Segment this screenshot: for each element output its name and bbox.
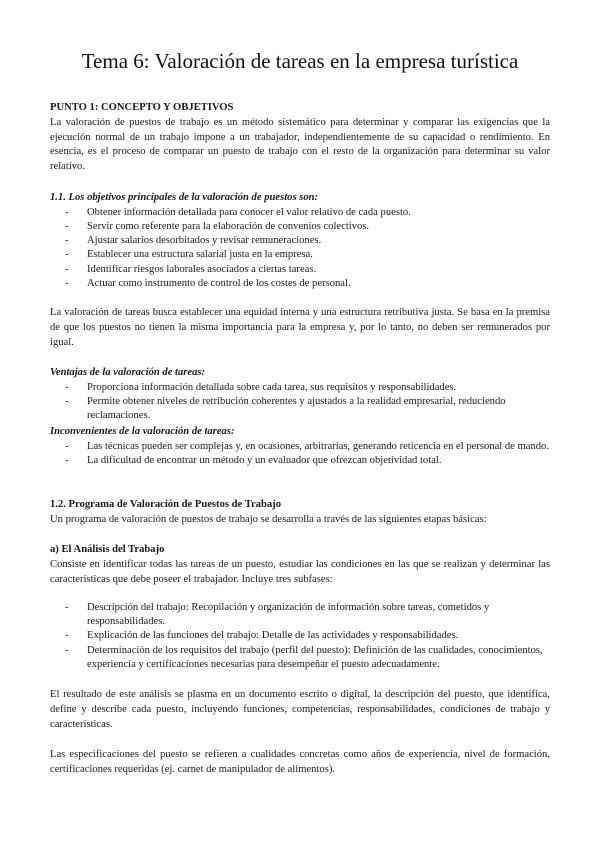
result-paragraph: El resultado de este análisis se plasma en un documento escrito o digital, la descripción del puesto, que identifica, define y describe cada puesto, incluyendo funciones, competencias, responsabilidades, condiciones de trabajo y características. bbox=[50, 689, 550, 730]
list-item: - Actuar como instrumento de control de los costes de personal. bbox=[50, 277, 550, 291]
result-paragraph-block bbox=[50, 688, 550, 732]
disadvantages-list bbox=[50, 440, 550, 468]
disadvantages-heading: Inconvenientes de la valoración de tareas: bbox=[50, 426, 235, 437]
objectives-list bbox=[50, 206, 550, 291]
objectives-section bbox=[50, 191, 550, 291]
section-heading: PUNTO 1: CONCEPTO Y OBJETIVOS bbox=[50, 102, 234, 113]
advantages-heading: Ventajas de la valoración de tareas: bbox=[50, 367, 206, 378]
list-item: - Determinación de los requisitos del trabajo (perfil del puesto): Definición de las cualidades, conocimientos, experiencia y certificaciones necesarias para desempeñar el puesto adecuadamente. bbox=[50, 644, 550, 672]
program-intro: Un programa de valoración de puestos de trabajo se desarrolla a través de las siguientes etapas básicas: bbox=[50, 513, 487, 525]
list-item: - Permite obtener niveles de retribución coherentes y ajustados a la realidad empresarial, reduciendo reclamaciones. bbox=[50, 395, 550, 423]
advantages-list bbox=[50, 381, 550, 424]
program-section bbox=[50, 498, 550, 528]
specs-paragraph-block bbox=[50, 748, 550, 778]
list-item: - Descripción del trabajo: Recopilación y organización de información sobre tareas, cometidos y responsabilidades. bbox=[50, 601, 550, 629]
section-concepto bbox=[50, 101, 550, 175]
document-title: Tema 6: Valoración de tareas en la empresa turística bbox=[81, 49, 519, 73]
analysis-subphases bbox=[50, 601, 550, 672]
list-item: - Identificar riesgos laborales asociados a ciertas tareas. bbox=[50, 263, 550, 277]
list-item: - Proporciona información detallada sobre cada tarea, sus requisitos y responsabilidades. bbox=[50, 381, 550, 395]
list-item: - Ajustar salarios desorbitados y revisar remuneraciones. bbox=[50, 234, 550, 248]
specs-paragraph: Las especificaciones del puesto se refieren a cualidades concretas como años de experiencia, nivel de formación, certificaciones requeridas (ej. carnet de manipulador de alimentos). bbox=[50, 749, 550, 775]
equity-paragraph-block bbox=[50, 306, 550, 350]
analysis-intro: Consiste en identificar todas las tareas de un puesto, estudiar las condiciones en las que se realizan y determinar las características que debe poseer el trabajador. Incluye tres subfases: bbox=[50, 558, 550, 585]
objectives-heading: 1.1. Los objetivos principales de la valoración de puestos son: bbox=[50, 192, 319, 203]
subphases-list bbox=[50, 601, 550, 672]
list-item: - La dificultad de encontrar un método y un evaluador que ofrezcan objetividad total. bbox=[50, 454, 550, 468]
list-item: - Establecer una estructura salarial justa en la empresa. bbox=[50, 248, 550, 262]
list-item: - Explicación de las funciones del trabajo: Detalle de las actividades y responsabilidades. bbox=[50, 629, 550, 643]
equity-paragraph: La valoración de tareas busca establecer una equidad interna y una estructura retributiva justa. Se basa en la premisa de que los puestos no tienen la misma importancia para la empresa y, por lo tanto, no deben ser remunerados por igual. bbox=[50, 307, 550, 348]
list-item: - Servir como referente para la elaboración de convenios colectivos. bbox=[50, 220, 550, 234]
section-intro-paragraph: La valoración de puestos de trabajo es un método sistemático para determinar y comparar las exigencias que la ejecución normal de un trabajo impone a un trabajador, independientemente de su capacidad o rendimiento. En esencia, es el proceso de comparar un puesto de trabajo con el resto de la organización para determinar su valor relativo. bbox=[50, 116, 550, 173]
program-heading: 1.2. Programa de Valoración de Puestos de Trabajo bbox=[50, 499, 281, 510]
advantages-section bbox=[50, 366, 550, 423]
list-item: - Las técnicas pueden ser complejas y, en ocasiones, arbitrarias, generando reticencia en el personal de mando. bbox=[50, 440, 550, 454]
list-item: - Obtener información detallada para conocer el valor relativo de cada puesto. bbox=[50, 206, 550, 220]
analysis-section bbox=[50, 543, 550, 587]
analysis-heading: a) El Análisis del Trabajo bbox=[50, 544, 165, 555]
disadvantages-section bbox=[50, 425, 550, 468]
